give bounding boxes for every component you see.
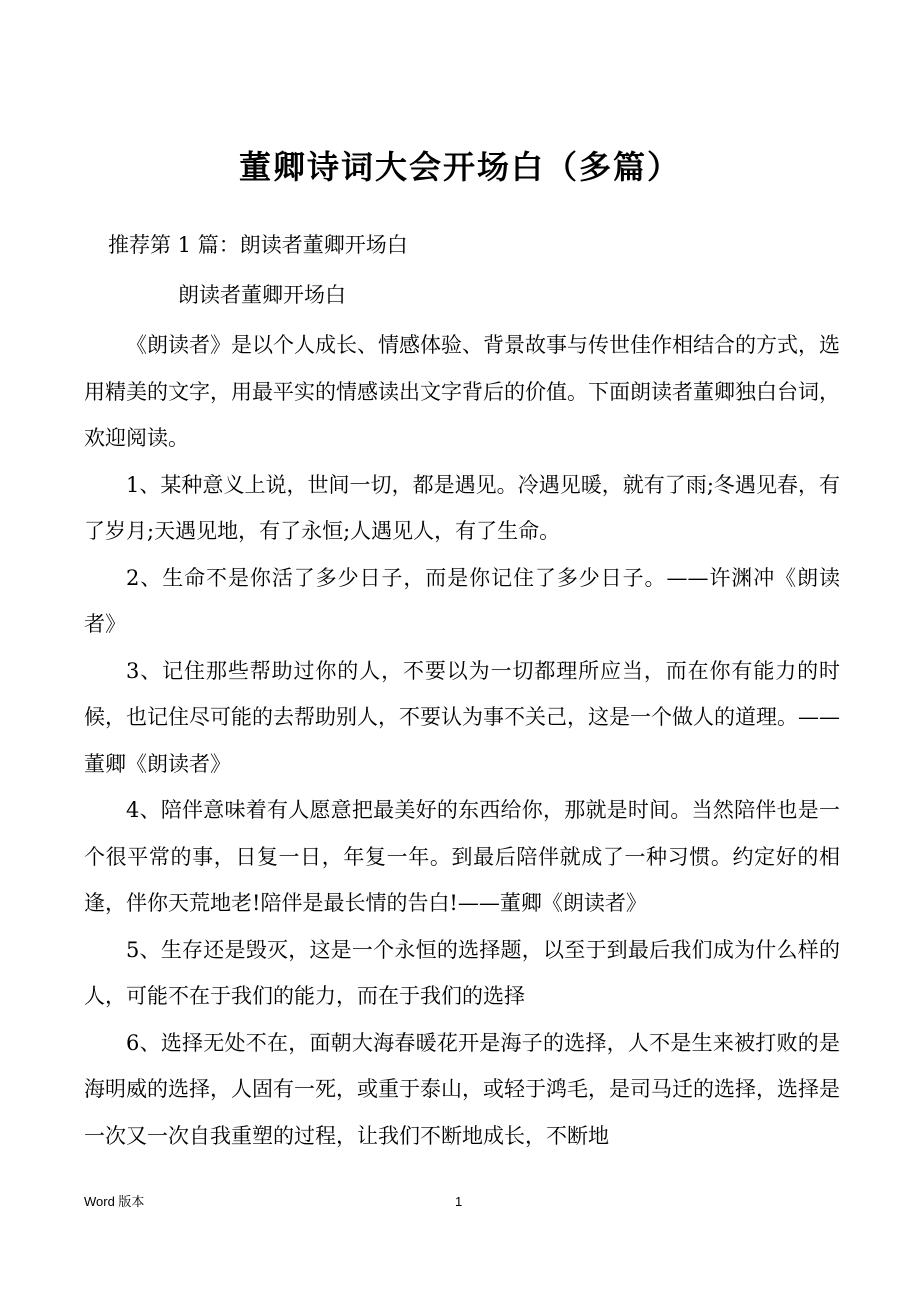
section-heading: 推荐第 1 篇：朗读者董卿开场白 bbox=[108, 233, 408, 257]
paragraph-4: 4、陪伴意味着有人愿意把最美好的东西给你，那就是时间。当然陪伴也是一个很平常的事，日复一日，年复一年。到最后陪伴就成了一种习惯。约定好的相逢，伴你天荒地老!陪伴是最长情的告白!——董卿《朗读者》 bbox=[84, 798, 840, 915]
paragraph-5: 5、生存还是毁灭，这是一个永恒的选择题，以至于到最后我们成为什么样的人，可能不在于我们的能力，而在于我们的选择 bbox=[84, 937, 840, 1008]
paragraph-2: 2、生命不是你活了多少日子，而是你记住了多少日子。——许渊冲《朗读者》 bbox=[84, 565, 840, 636]
paragraph-3: 3、记住那些帮助过你的人，不要以为一切都理所应当，而在你有能力的时候，也记住尽可能的去帮助别人，不要认为事不关己，这是一个做人的道理。——董卿《朗读者》 bbox=[84, 658, 840, 776]
article-title: 朗读者董卿开场白 bbox=[178, 283, 346, 307]
footer-label: Word 版本 bbox=[84, 1194, 145, 1209]
paragraph-intro: 《朗读者》是以个人成长、情感体验、背景故事与传世佳作相结合的方式，选用精美的文字，用最平实的情感读出文字背后的价值。下面朗读者董卿独白台词，欢迎阅读。 bbox=[84, 333, 840, 450]
page-number: 1 bbox=[455, 1194, 463, 1209]
document-title: 董卿诗词大会开场白（多篇） bbox=[238, 148, 681, 186]
paragraph-6: 6、选择无处不在，面朝大海春暖花开是海子的选择，人不是生来被打败的是海明威的选择，人固有一死，或重于泰山，或轻于鸿毛，是司马迁的选择，选择是一次又一次自我重塑的过程，让我们不断地成长，不断地 bbox=[84, 1030, 840, 1148]
article-body bbox=[84, 322, 840, 1159]
paragraph-1: 1、某种意义上说，世间一切，都是遇见。冷遇见暖，就有了雨;冬遇见春，有了岁月;天遇见地，有了永恒;人遇见人，有了生命。 bbox=[84, 472, 840, 543]
